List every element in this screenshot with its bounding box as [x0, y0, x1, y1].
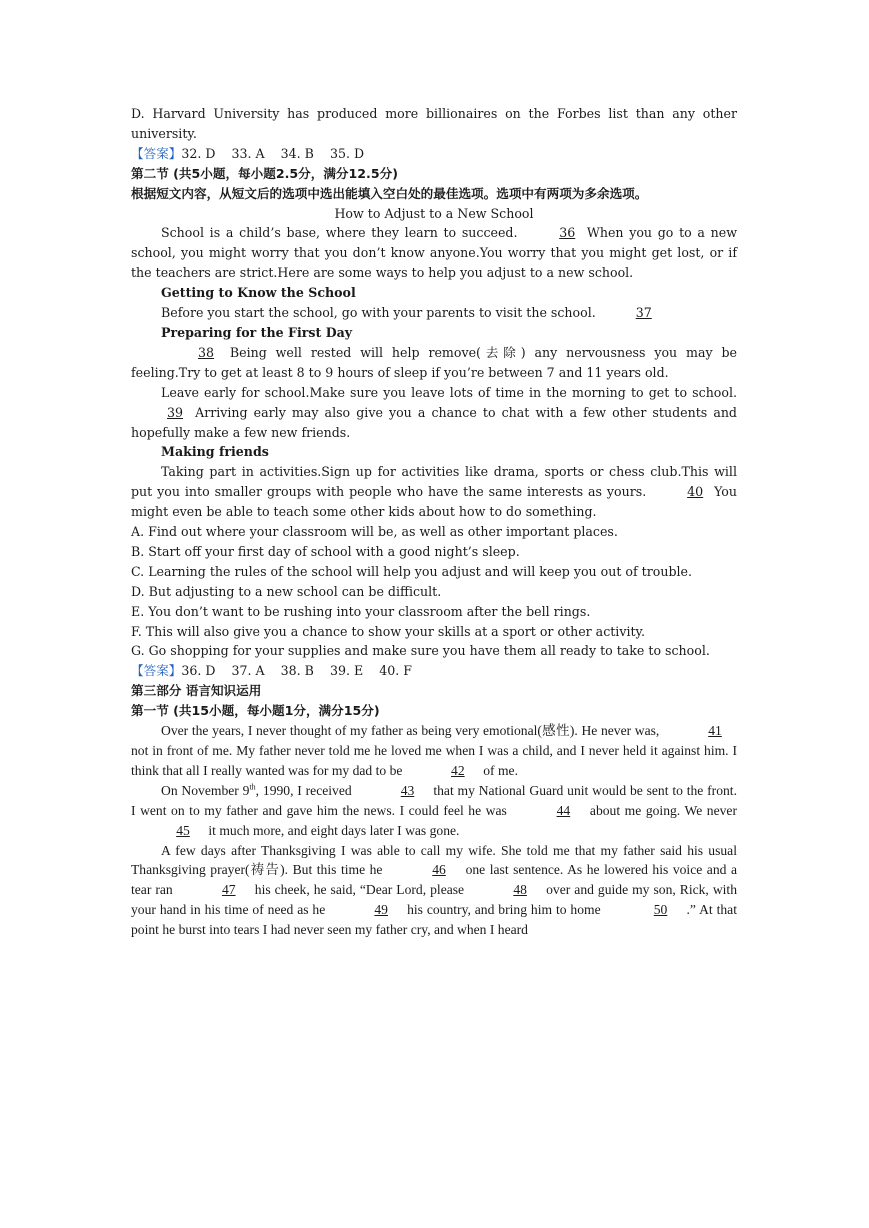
option-a: A. Find out where your classroom will be, as well as other important places.: [131, 524, 618, 540]
blank-44: 44: [556, 802, 571, 818]
blank-46: 46: [432, 862, 446, 878]
subheading-first-day: Preparing for the First Day: [161, 324, 353, 340]
blank-39: 39: [166, 404, 184, 420]
option-c: C. Learning the rules of the school will help you adjust and will keep you out of trouble.: [131, 563, 692, 579]
answer-text: 32. D 33. A 34. B 35. D: [181, 145, 365, 161]
answer-text: 36. D 37. A 38. B 39. E 40. F: [181, 663, 412, 679]
passage-paragraph-5: Taking part in activities.Sign up for activities like drama, sports or chess club.This will put you into smaller groups with people who have the same interests as yours. 40 You might even be able to teach some other kids about how to do something.: [131, 464, 737, 520]
blank-42: 42: [451, 762, 465, 778]
document-page: [131, 104, 737, 940]
section1-heading: 第一节 (共15小题，每小题1分，满分15分): [131, 703, 380, 719]
blank-38: 38: [197, 344, 215, 360]
blank-41: 41: [708, 723, 722, 739]
option-d-previous: D. Harvard University has produced more billionaires on the Forbes list than any other university.: [131, 106, 737, 141]
option-e: E. You don’t want to be rushing into your classroom after the bell rings.: [131, 603, 591, 619]
cloze-paragraph-1: Over the years, I never thought of my father as being very emotional(感性). He never was, 41 not in front of me. My father never told me he loved me when I was a child, and I never held it against him. I think that all I really wanted was for my dad to be 42 of me.: [131, 721, 737, 781]
option-d: D. But adjusting to a new school can be difficult.: [131, 583, 442, 599]
cloze-paragraph-2: On November 9th, 1990, I received 43 that my National Guard unit would be sent to the front. I went on to my father and gave him the news. I could feel he was 44 about me going. We never 45 it much more, and eight days later I was gone.: [131, 781, 737, 841]
blank-43: 43: [400, 782, 415, 798]
blank-37: 37: [635, 305, 652, 321]
subheading-making-friends: Making friends: [161, 444, 269, 460]
answer-line-1: [131, 144, 737, 164]
options-list: [131, 522, 737, 661]
option-g: G. Go shopping for your supplies and make sure you have them all ready to take to school.: [131, 643, 710, 659]
subheading-know-school: Getting to Know the School: [161, 285, 356, 301]
section2-instruction: 根据短文内容，从短文后的选项中选出能填入空白处的最佳选项。选项中有两项为多余选项。: [131, 185, 648, 201]
passage-paragraph-1: School is a child’s base, where they learn to succeed. 36 When you go to a new school, you might worry that you don’t know anyone.You worry that you might get lost, or if the teachers are strict.Here are some ways to help you adjust to a new school.: [131, 225, 737, 281]
blank-45: 45: [176, 822, 190, 838]
blank-40: 40: [687, 484, 704, 500]
answer-tag: 【答案】: [131, 145, 182, 161]
passage-paragraph-4: Leave early for school.Make sure you leave lots of time in the morning to get to school. 39 Arriving early may also give you a chance to chat with a few other students and hopefully make a few new friends.: [131, 384, 737, 440]
part3-heading: 第三部分 语言知识运用: [131, 683, 262, 699]
passage-paragraph-3: 38 Being well rested will help remove(去除) any nervousness you may be feeling.Try to get at least 8 to 9 hours of sleep if you’re between 7 and 11 years old.: [131, 344, 737, 380]
blank-50: 50: [653, 902, 668, 918]
passage-paragraph-2: Before you start the school, go with your parents to visit the school. 37: [131, 303, 737, 323]
cloze-paragraph-3: A few days after Thanksgiving I was able to call my wife. She told me that my father said his usual Thanksgiving prayer(祷告). But this time he 46 one last sentence. As he lowered his voice and a tear ran 47 his cheek, he said, “Dear Lord, please 48 over and guide my son, Rick, with your hand in his time of need as he 49 his country, and bring him to home 50 .” At that point he burst into tears I had never seen my father cry, and when I heard: [131, 842, 738, 938]
blank-36: 36: [559, 225, 576, 241]
passage-title: How to Adjust to a New School: [334, 205, 534, 221]
section2-heading: 第二节 (共5小题，每小题2.5分，满分12.5分): [131, 165, 398, 181]
blank-48: 48: [513, 882, 527, 898]
blank-47: 47: [221, 882, 236, 898]
option-f: F. This will also give you a chance to show your skills at a sport or other activity.: [131, 623, 645, 639]
option-b: B. Start off your first day of school with a good night’s sleep.: [131, 543, 520, 559]
blank-49: 49: [374, 902, 388, 918]
answer-tag: 【答案】: [131, 663, 182, 679]
cloze-passage: [131, 721, 737, 940]
answer-line-2: [131, 661, 737, 681]
